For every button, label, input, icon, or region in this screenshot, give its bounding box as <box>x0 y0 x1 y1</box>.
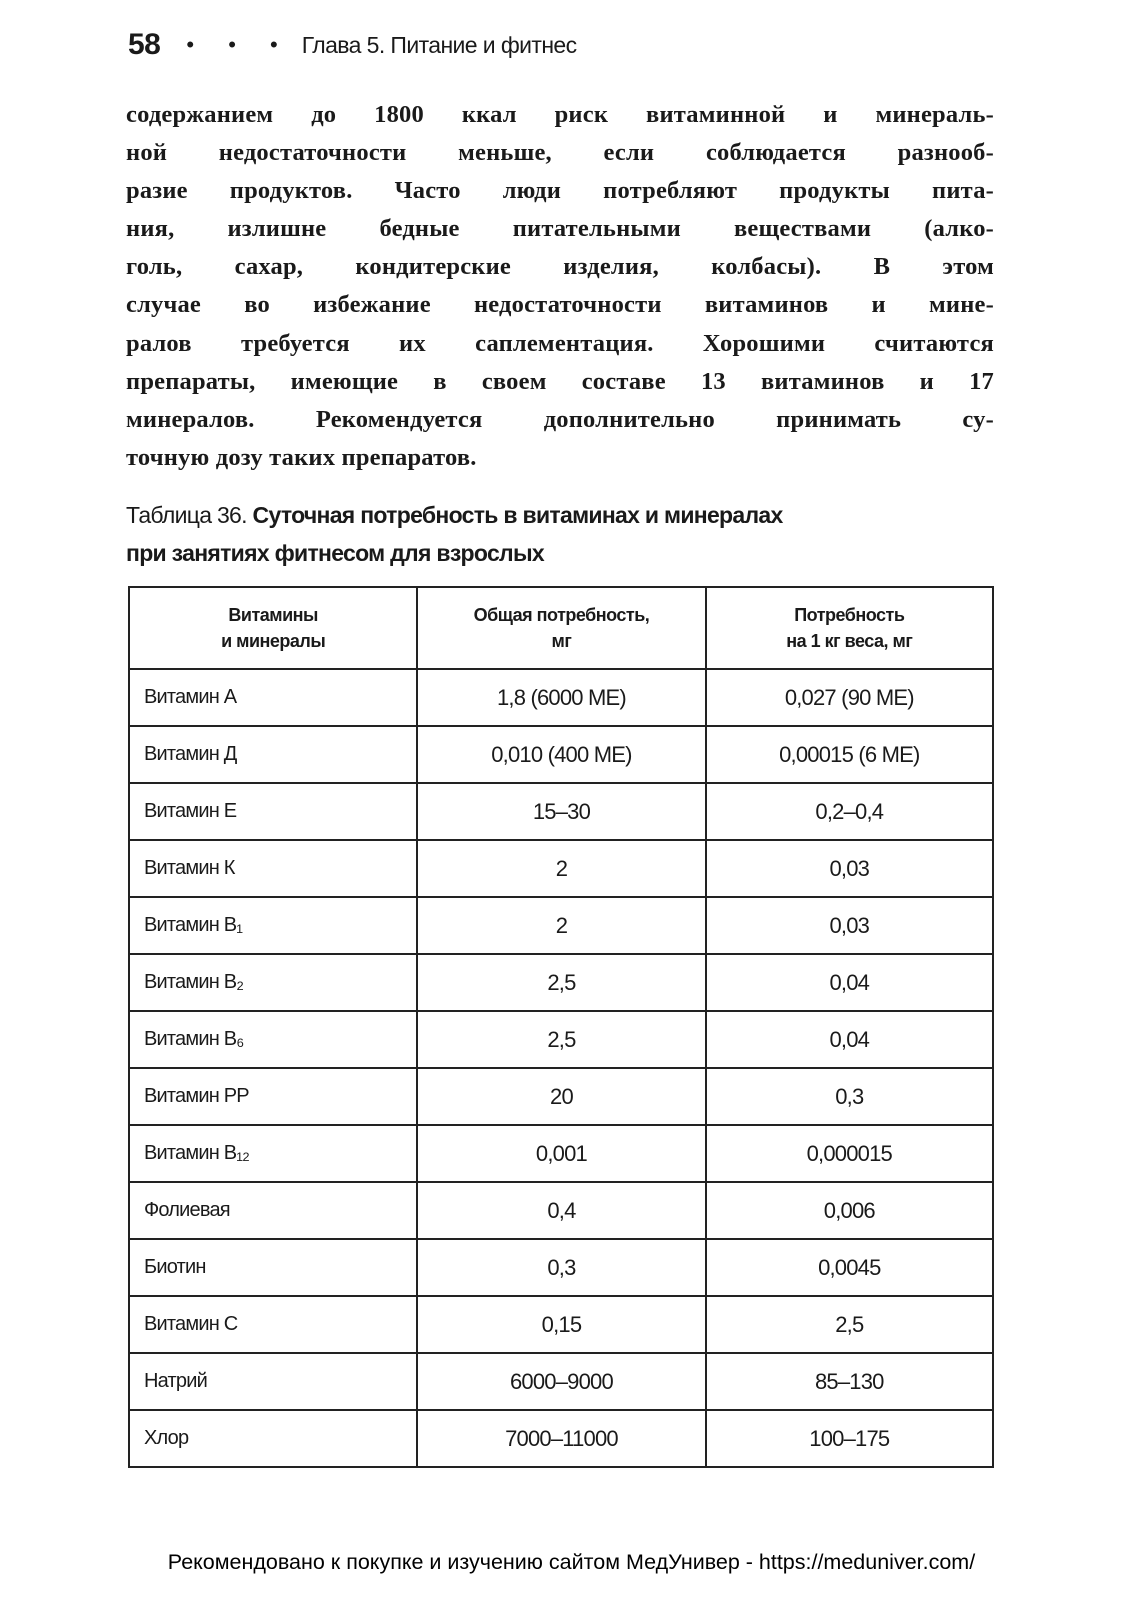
cell-nutrient: Хлор <box>129 1410 417 1467</box>
header-per-kg-need <box>706 587 993 669</box>
body-line: голь, сахар, кондитерские изделия, колбасы). В этом <box>126 253 994 281</box>
cell-per-kg-need: 0,00015 (6 МЕ) <box>706 726 993 783</box>
table-row <box>129 954 993 1011</box>
cell-nutrient: Витамин Е <box>129 783 417 840</box>
cell-nutrient: Витамин С <box>129 1296 417 1353</box>
header-total-need-line2: мг <box>551 631 572 651</box>
cell-total-need: 2,5 <box>417 1011 705 1068</box>
header-dots: • • • <box>186 32 292 57</box>
cell-nutrient: Витамин Д <box>129 726 417 783</box>
header-vitamins <box>129 587 417 669</box>
cell-nutrient: Витамин К <box>129 840 417 897</box>
body-paragraph <box>126 96 994 477</box>
cell-total-need: 15–30 <box>417 783 705 840</box>
body-line: ралов требуется их саплементация. Хорошими считаются <box>126 329 994 357</box>
body-line: случае во избежание недостаточности витаминов и мине- <box>126 291 994 319</box>
body-line: точную дозу таких препаратов. <box>126 443 477 471</box>
body-line: ной недостаточности меньше, если соблюдается разнооб- <box>126 139 994 167</box>
table-header-row <box>129 587 993 669</box>
cell-nutrient: Витамин А <box>129 669 417 726</box>
body-line: ния, излишне бедные питательными веществами (алко- <box>126 215 994 243</box>
table-row <box>129 726 993 783</box>
cell-per-kg-need: 0,2–0,4 <box>706 783 993 840</box>
table-row <box>129 1410 993 1467</box>
cell-per-kg-need: 0,006 <box>706 1182 993 1239</box>
table-row <box>129 783 993 840</box>
cell-nutrient: Фолиевая <box>129 1182 417 1239</box>
cell-total-need: 20 <box>417 1068 705 1125</box>
body-line: содержанием до 1800 ккал риск витаминной и минераль- <box>126 101 994 128</box>
cell-total-need: 0,4 <box>417 1182 705 1239</box>
cell-nutrient: Витамин B₁₂ <box>129 1125 417 1182</box>
cell-nutrient: Витамин B₂ <box>129 954 417 1011</box>
cell-total-need: 0,15 <box>417 1296 705 1353</box>
header-vitamins-line1: Витамины <box>228 605 318 625</box>
table-row <box>129 1353 993 1410</box>
table-row <box>129 1011 993 1068</box>
cell-per-kg-need: 2,5 <box>706 1296 993 1353</box>
table-caption-title-line2: при занятиях фитнесом для взрослых <box>126 540 544 566</box>
cell-per-kg-need: 0,03 <box>706 897 993 954</box>
cell-per-kg-need: 0,3 <box>706 1068 993 1125</box>
cell-total-need: 7000–11000 <box>417 1410 705 1467</box>
running-header <box>128 28 577 62</box>
footer-note: Рекомендовано к покупке и изучению сайтом МедУнивер - https://meduniver.com/ <box>167 1550 976 1574</box>
header-total-need-line1: Общая потребность, <box>473 605 650 625</box>
vitamins-table <box>128 586 994 1468</box>
table-caption-label: Таблица 36. <box>126 502 253 528</box>
cell-total-need: 1,8 (6000 МЕ) <box>417 669 705 726</box>
cell-per-kg-need: 85–130 <box>706 1353 993 1410</box>
cell-total-need: 0,010 (400 МЕ) <box>417 726 705 783</box>
cell-total-need: 0,001 <box>417 1125 705 1182</box>
cell-nutrient: Биотин <box>129 1239 417 1296</box>
table-row <box>129 669 993 726</box>
cell-per-kg-need: 0,04 <box>706 954 993 1011</box>
cell-per-kg-need: 0,03 <box>706 840 993 897</box>
cell-nutrient: Витамин B₁ <box>129 897 417 954</box>
cell-total-need: 2,5 <box>417 954 705 1011</box>
page-number: 58 <box>128 28 161 61</box>
cell-total-need: 0,3 <box>417 1239 705 1296</box>
cell-per-kg-need: 0,0045 <box>706 1239 993 1296</box>
table-row <box>129 1068 993 1125</box>
cell-per-kg-need: 100–175 <box>706 1410 993 1467</box>
header-vitamins-line2: и минералы <box>221 631 326 651</box>
cell-per-kg-need: 0,027 (90 МЕ) <box>706 669 993 726</box>
cell-nutrient: Витамин PP <box>129 1068 417 1125</box>
header-per-kg-line2: на 1 кг веса, мг <box>786 631 913 651</box>
header-total-need <box>417 587 705 669</box>
header-per-kg-line1: Потребность <box>794 605 905 625</box>
cell-nutrient: Натрий <box>129 1353 417 1410</box>
table-row <box>129 1296 993 1353</box>
body-line: препараты, имеющие в своем составе 13 витаминов и 17 <box>126 367 994 395</box>
body-line: разие продуктов. Часто люди потребляют продукты пита- <box>126 177 994 205</box>
chapter-title: Глава 5. Питание и фитнес <box>301 31 577 58</box>
cell-nutrient: Витамин B₆ <box>129 1011 417 1068</box>
table-row <box>129 1239 993 1296</box>
table-row <box>129 1182 993 1239</box>
cell-total-need: 6000–9000 <box>417 1353 705 1410</box>
table-row <box>129 840 993 897</box>
cell-total-need: 2 <box>417 897 705 954</box>
body-line: минералов. Рекомендуется дополнительно принимать су- <box>126 405 994 433</box>
cell-per-kg-need: 0,000015 <box>706 1125 993 1182</box>
table-caption <box>126 496 966 572</box>
cell-total-need: 2 <box>417 840 705 897</box>
table-row <box>129 897 993 954</box>
table-row <box>129 1125 993 1182</box>
table-caption-title-line1: Суточная потребность в витаминах и минералах <box>252 502 783 528</box>
cell-per-kg-need: 0,04 <box>706 1011 993 1068</box>
